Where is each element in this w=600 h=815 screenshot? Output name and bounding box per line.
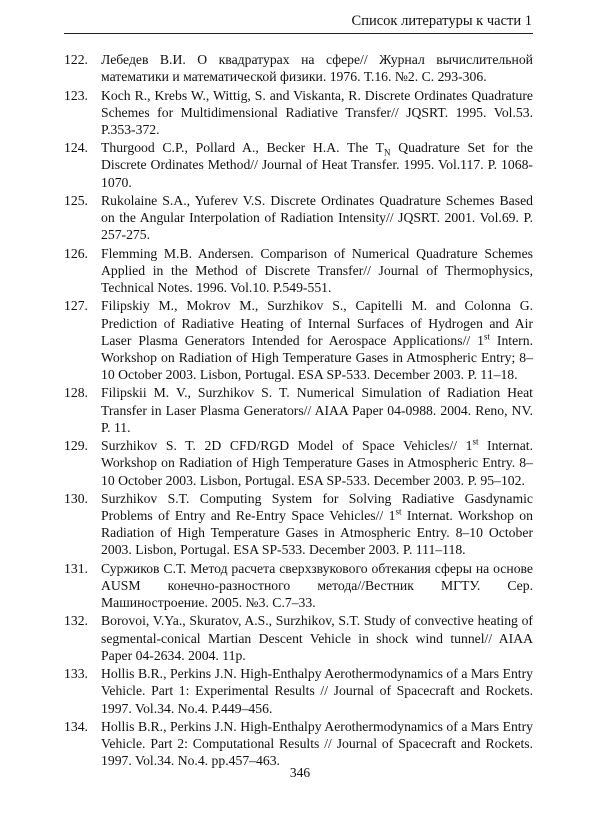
reference-text <box>101 139 533 191</box>
reference-text: Koch R., Krebs W., Wittig, S. and Viskanta, R. Discrete Ordinates Quadrature Schemes for Multidimensional Radiative Transfer// JQSRT. 1995. Vol.53. P.353-372. <box>101 87 533 137</box>
reference-number: 130. <box>64 490 88 506</box>
reference-item <box>64 139 533 191</box>
reference-item <box>64 490 533 559</box>
reference-item <box>64 718 533 770</box>
reference-number: 122. <box>64 52 88 67</box>
running-header: Список литературы к части 1 <box>351 13 532 29</box>
reference-number: 123. <box>64 87 88 103</box>
reference-number: 127. <box>64 298 88 314</box>
reference-text: Filipskii M. V., Surzhikov S. T. Numerical Simulation of Radiation Heat Transfer in Laser Plasma Generators// AIAA Paper 04-0988. 2004. Reno, NV. P. 11. <box>101 385 533 435</box>
reference-text-part: Surzhikov S.T. Computing System for Solving Radiative Gasdynamic Problems of Entry and Re-Entry Space Vehicles// 1 <box>101 490 533 524</box>
reference-text-part: Filipskiy M., Mokrov M., Surzhikov S., Capitelli M. and Colonna G. Prediction of Radiative Heating of Internal Surfaces of Hydrogen and Air Laser Plasma Generators Intended for Aerospace Applications// 1 <box>101 298 533 348</box>
reference-text: Borovoi, V.Ya., Skuratov, A.S., Surzhikov, S.T. Study of convective heating of segmental-conical Martian Descent Vehicle in shock wind tunnel// AIAA Paper 04-2634. 2004. 11p. <box>101 613 533 663</box>
reference-text: Лебедев В.И. О квадратурах на сфере// Журнал вычислительной математики и математической физики. 1976. Т.16. №2. С. 293-306. <box>101 52 533 85</box>
reference-item <box>64 612 533 664</box>
reference-number: 125. <box>64 192 88 208</box>
reference-text-part: Intern. Workshop on Radiation of High Temperature Gases in Atmospheric Entry; 8–10 October 2003. Lisbon, Portugal. ESA SP-533. December 2003. P. 11–18. <box>101 332 533 383</box>
reference-text: Суржиков С.Т. Метод расчета сверхзвукового обтекания сферы на основе AUSM конечно-разностного метода//Вестник МГТУ. Сер. Машиностроение. 2005. №3. С.7–33. <box>101 560 533 611</box>
page-number: 346 <box>289 765 311 780</box>
reference-text <box>101 297 533 383</box>
reference-text <box>101 437 533 489</box>
reference-text-part: Surzhikov S. T. 2D CFD/RGD Model of Space Vehicles// 1 <box>101 438 473 454</box>
reference-item <box>64 384 533 436</box>
superscript: st <box>483 331 490 342</box>
reference-item <box>64 51 533 85</box>
reference-text <box>101 490 533 559</box>
reference-number: 131. <box>64 560 88 576</box>
reference-text-part: Quadrature Set for the Discrete Ordinates Method// Journal of Heat Transfer. 1995. Vol.117. P. 1068-1070. <box>101 140 534 190</box>
reference-text: Hollis B.R., Perkins J.N. High-Enthalpy Aerothermodynamics of a Mars Entry Vehicle. Part 2: Computational Results // Journal of Spacecraft and Rockets. 1997. Vol.34. No.4. pp.457–463. <box>101 718 533 769</box>
reference-number: 132. <box>64 613 88 629</box>
reference-text: Hollis B.R., Perkins J.N. High-Enthalpy Aerothermodynamics of a Mars Entry Vehicle. Part 1: Experimental Results // Journal of Spacecraft and Rockets. 1997. Vol.34. No.4. P.449–456. <box>101 666 533 716</box>
reference-number: 128. <box>64 385 88 401</box>
reference-number: 129. <box>64 438 88 454</box>
reference-item <box>64 560 533 612</box>
reference-text: Flemming M.B. Andersen. Comparison of Numerical Quadrature Schemes Applied in the Method of Discrete Transfer// Journal of Thermophysics, Technical Notes. 1996. Vol.10. P.549-551. <box>101 245 533 296</box>
reference-item <box>64 437 533 489</box>
superscript: st <box>395 506 402 517</box>
reference-item <box>64 245 533 297</box>
reference-number: 126. <box>64 245 88 261</box>
reference-number: 133. <box>64 666 88 682</box>
reference-item <box>64 192 533 244</box>
header-rule <box>64 33 533 34</box>
reference-text-part: Thurgood C.P., Pollard A., Becker H.A. The T <box>101 140 385 156</box>
reference-item <box>64 665 533 717</box>
reference-list <box>64 51 533 771</box>
reference-text-part: Internat. Workshop on Radiation of High Temperature Gases in Atmospheric Entry. 8–10 October 2003. Lisbon, Portugal. ESA SP-533. December 2003. P. 111–118. <box>101 508 533 558</box>
reference-number: 124. <box>64 140 88 156</box>
reference-number: 134. <box>64 718 88 734</box>
reference-text-part: Internat. Workshop on Radiation of High Temperature Gases in Atmospheric Entry. 8–10 October 2003. Lisbon, Portugal. ESA SP-533. December 2003. P. 95–102. <box>101 438 534 488</box>
reference-item <box>64 297 533 383</box>
reference-text: Rukolaine S.A., Yuferev V.S. Discrete Ordinates Quadrature Schemes Based on the Angular Interpolation of Radiation Intensity// JQSRT. 2001. Vol.69. P. 257-275. <box>101 192 533 243</box>
subscript: N <box>384 147 391 158</box>
reference-item <box>64 87 533 139</box>
superscript: st <box>472 436 479 447</box>
